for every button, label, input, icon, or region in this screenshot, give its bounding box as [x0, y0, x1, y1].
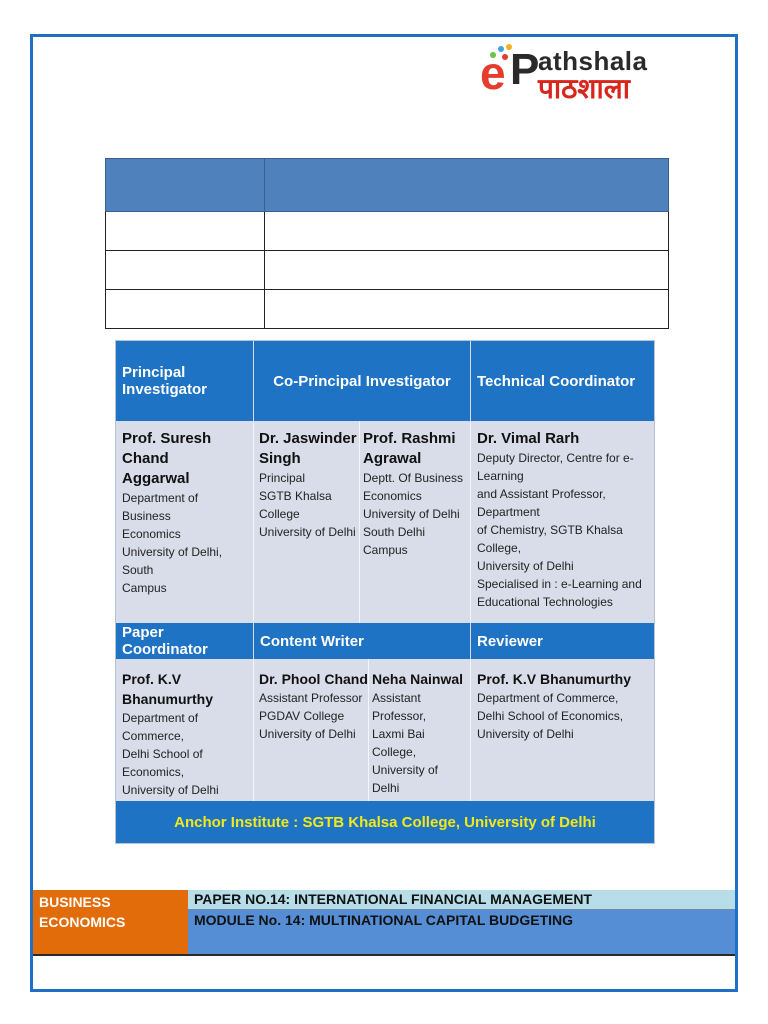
reviewer-cell: [477, 669, 653, 743]
principal-investigator-name-line: Aggarwal: [122, 470, 190, 487]
co-pi-1-detail-line: University of Delhi: [259, 525, 356, 539]
blank-table-cell: [265, 251, 669, 290]
column-divider: [359, 421, 360, 623]
paper-coordinator-name-line: Prof. K.V Bhanumurthy: [122, 671, 213, 707]
reviewer-detail-line: Delhi School of Economics,: [477, 709, 624, 723]
footer-subject: [33, 890, 188, 954]
technical-coordinator-detail-line: Educational Technologies: [477, 595, 613, 609]
technical-coordinator-name-line: Dr. Vimal Rarh: [477, 430, 580, 447]
blank-table-header-row: [106, 159, 669, 212]
footer-subject-line: BUSINESS: [39, 894, 111, 910]
co-principal-investigator-1-cell: [259, 429, 359, 541]
reviewer-name-line: Prof. K.V Bhanumurthy: [477, 671, 632, 687]
blank-table-row: [106, 290, 669, 329]
technical-coordinator-detail-line: of Chemistry, SGTB Khalsa College,: [477, 523, 623, 555]
co-principal-investigator-2-cell: [363, 429, 467, 559]
paper-coordinator-cell: [122, 669, 254, 799]
blank-table-cell: [106, 212, 265, 251]
co-pi-1-detail-line: SGTB Khalsa College: [259, 489, 332, 521]
blank-table-cell: [106, 290, 265, 329]
technical-coordinator-detail-line: and Assistant Professor, Department: [477, 487, 606, 519]
column-divider: [470, 421, 471, 623]
content-writer-1-detail-line: Assistant Professor: [259, 691, 363, 705]
blank-table-cell: [265, 212, 669, 251]
paper-coordinator-detail-line: University of Delhi: [122, 783, 219, 797]
content-writer-2-detail-line: Laxmi Bai College,: [372, 727, 425, 759]
blank-table-row: [106, 251, 669, 290]
content-writer-1-name-line: Dr. Phool Chand: [259, 671, 368, 687]
footer-subject-line: ECONOMICS: [39, 914, 126, 930]
header-reviewer: Reviewer: [471, 623, 654, 659]
principal-investigator-name-line: Prof. Suresh Chand: [122, 430, 212, 467]
co-pi-2-detail-line: Deptt. Of Business: [363, 471, 464, 485]
content-writer-1-detail-line: University of Delhi: [259, 727, 356, 741]
co-pi-2-detail-line: University of Delhi: [363, 507, 460, 521]
logo-text-hindi: पाठशाला: [538, 72, 630, 105]
co-pi-2-name-line: Prof. Rashmi: [363, 430, 456, 447]
header-principal-investigator: Principal Investigator: [116, 341, 253, 421]
header-co-principal-investigator: Co-Principal Investigator: [254, 341, 470, 421]
footer-paper-title: PAPER NO.14: INTERNATIONAL FINANCIAL MANAGEMENT: [188, 890, 735, 910]
reviewer-detail-line: University of Delhi: [477, 727, 574, 741]
blank-table-cell: [265, 290, 669, 329]
credits-panel: [115, 340, 655, 844]
technical-coordinator-cell: [477, 429, 653, 611]
reviewer-detail-line: Department of Commerce,: [477, 691, 619, 705]
blank-info-table: [105, 158, 669, 329]
principal-investigator-cell: [122, 429, 250, 597]
content-writer-2-detail-line: Assistant Professor,: [372, 691, 427, 723]
blank-table-header-cell: [265, 159, 669, 212]
column-divider: [253, 421, 254, 623]
content-writer-2-detail-line: University of Delhi: [372, 763, 439, 795]
content-writer-2-name-line: Neha Nainwal: [372, 671, 464, 687]
principal-investigator-detail-line: Department of Business: [122, 491, 199, 523]
technical-coordinator-detail-line: Deputy Director, Centre for e-: [477, 451, 634, 465]
technical-coordinator-detail-line: Learning: [477, 469, 524, 483]
co-pi-2-detail-line: South Delhi Campus: [363, 525, 426, 557]
principal-investigator-detail-line: University of Delhi, South: [122, 545, 223, 577]
blank-table-header-cell: [106, 159, 265, 212]
blank-table-cell: [106, 251, 265, 290]
logo-e-glyph: e: [480, 47, 506, 99]
epathshala-logo: [476, 44, 706, 114]
anchor-institute-banner: Anchor Institute : SGTB Khalsa College, University of Delhi: [116, 801, 654, 843]
header-technical-coordinator: Technical Coordinator: [471, 341, 654, 421]
co-pi-2-detail-line: Economics: [363, 489, 422, 503]
column-divider: [470, 659, 471, 801]
co-pi-1-name-line: Dr. Jaswinder: [259, 430, 357, 447]
technical-coordinator-detail-line: Specialised in : e-Learning and: [477, 577, 642, 591]
header-content-writer: Content Writer: [254, 623, 470, 659]
column-divider: [368, 659, 369, 801]
paper-coordinator-detail-line: Department of Commerce,: [122, 711, 199, 743]
footer-module-title: MODULE No. 14: MULTINATIONAL CAPITAL BUDGETING: [188, 910, 735, 954]
co-pi-2-name-line: Agrawal: [363, 450, 422, 467]
co-pi-1-detail-line: Principal: [259, 471, 306, 485]
logo-text-english: athshala: [538, 46, 648, 76]
content-writer-2-cell: [372, 669, 468, 797]
paper-coordinator-detail-line: Delhi School of Economics,: [122, 747, 203, 779]
column-divider: [253, 659, 254, 801]
technical-coordinator-detail-line: University of Delhi: [477, 559, 574, 573]
principal-investigator-detail-line: Campus: [122, 581, 167, 595]
header-paper-coordinator: Paper Coordinator: [116, 623, 253, 659]
co-pi-1-name-line: Singh: [259, 450, 301, 467]
content-writer-1-cell: [259, 669, 369, 743]
content-writer-1-detail-line: PGDAV College: [259, 709, 345, 723]
footer-divider: [33, 954, 735, 956]
principal-investigator-detail-line: Economics: [122, 527, 181, 541]
blank-table-row: [106, 212, 669, 251]
logo-p-glyph: P: [510, 45, 540, 94]
